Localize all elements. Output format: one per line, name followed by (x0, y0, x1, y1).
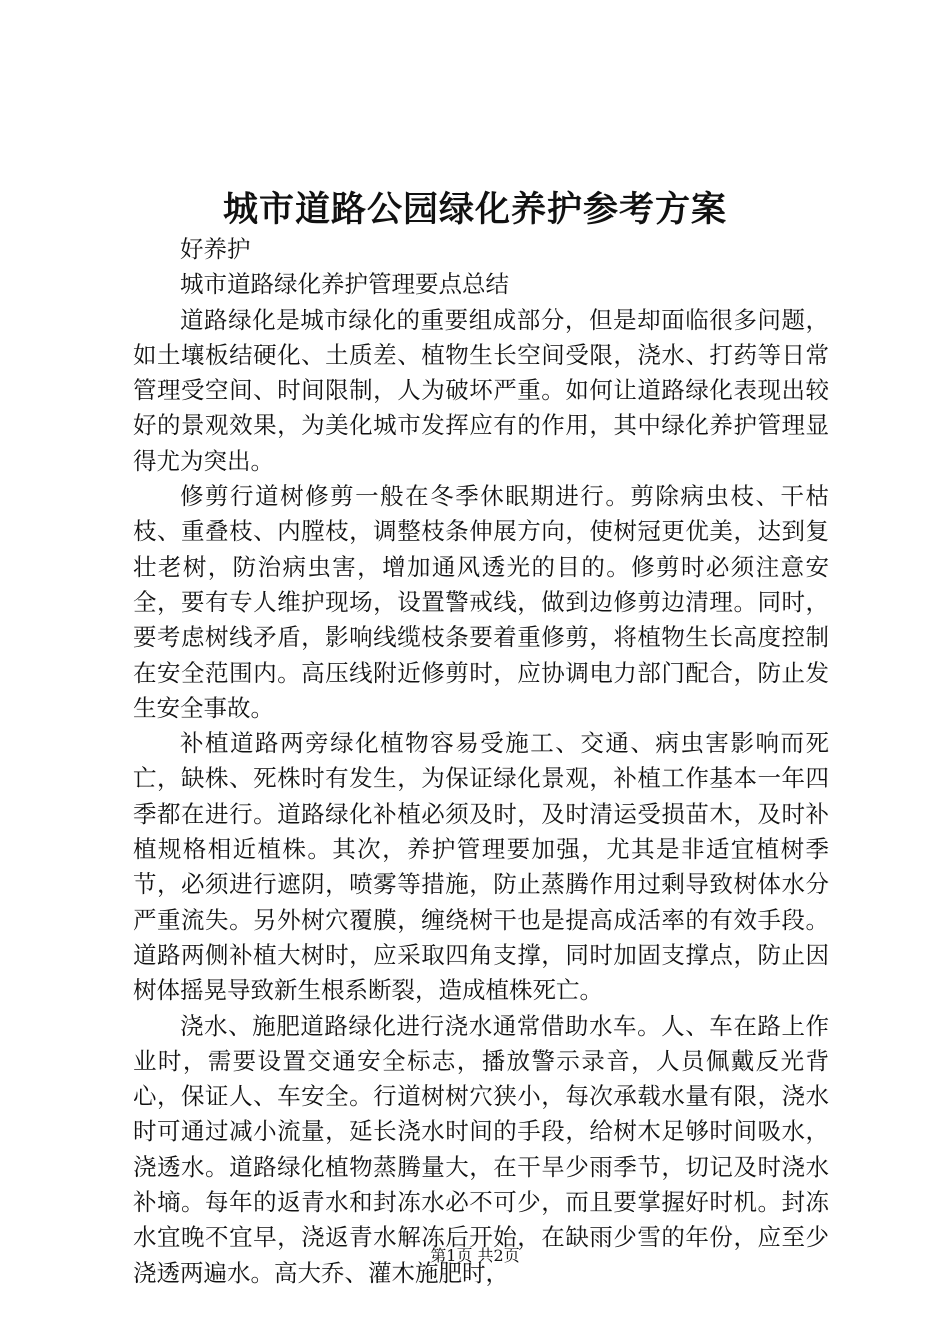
paragraph-heading-2: 城市道路绿化养护管理要点总结 (180, 270, 509, 299)
paragraph-watering: 浇水、施肥道路绿化进行浇水通常借助水车。人、车在路上作业时，需要设置交通安全标志，播放警示录音，人员佩戴反光背心，保证人、车安全。行道树树穴狭小，每次承载水量有限，浇水时可通过减小流量，延长浇水时间的手段，给树木足够时间吸水，浇透水。道路绿化植物蒸腾量大，在干旱少雨季节，切记及时浇水补墒。每年的返青水和封冻水必不可少，而且要掌握好时机。封冻水宜晚不宜早，浇返青水解冻后开始，在缺雨少雪的年份，应至少浇透两遍水。高大乔、灌木施肥时， (133, 1011, 829, 1287)
paragraph-replanting: 补植道路两旁绿化植物容易受施工、交通、病虫害影响而死亡，缺株、死株时有发生，为保证绿化景观，补植工作基本一年四季都在进行。道路绿化补植必须及时，及时清运受损苗木，及时补植规格相近植株。其次，养护管理要加强，尤其是非适宜植树季节，必须进行遮阴，喷雾等措施，防止蒸腾作用过剩导致树体水分严重流失。另外树穴覆膜，缠绕树干也是提高成活率的有效手段。道路两侧补植大树时，应采取四角支撑，同时加固支撑点，防止因树体摇晃导致新生根系断裂，造成植株死亡。 (133, 729, 829, 1005)
paragraph-intro: 道路绿化是城市绿化的重要组成部分，但是却面临很多问题，如土壤板结硬化、土质差、植物生长空间受限，浇水、打药等日常管理受空间、时间限制，人为破坏严重。如何让道路绿化表现出较好的景观效果，为美化城市发挥应有的作用，其中绿化养护管理显得尤为突出。 (133, 305, 829, 475)
paragraph-pruning: 修剪行道树修剪一般在冬季休眠期进行。剪除病虫枝、干枯枝、重叠枝、内膛枝，调整枝条伸展方向，使树冠更优美，达到复壮老树，防治病虫害，增加通风透光的目的。修剪时必须注意安全，要有专人维护现场，设置警戒线，做到边修剪边清理。同时，要考虑树线矛盾，影响线缆枝条要着重修剪，将植物生长高度控制在安全范围内。高压线附近修剪时，应协调电力部门配合，防止发生安全事故。 (133, 482, 829, 722)
page-footer: 第1页 共2页 (430, 1246, 520, 1265)
document-title: 城市道路公园绿化养护参考方案 (222, 189, 727, 230)
document-body (133, 232, 829, 1291)
paragraph-heading-1: 好养护 (180, 235, 251, 263)
